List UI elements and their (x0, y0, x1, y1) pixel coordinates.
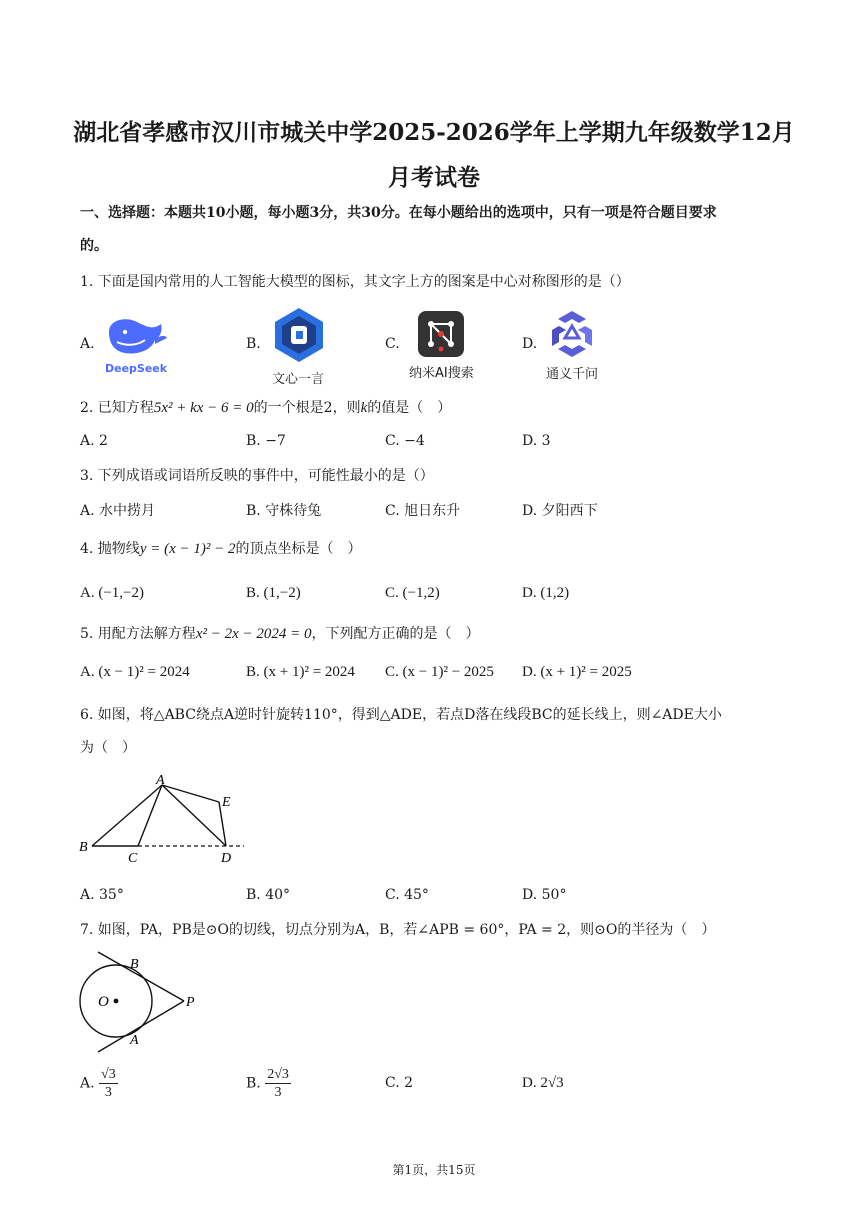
wenxin-logo-icon (272, 306, 326, 364)
q4-option-c: C. (−1,2) (385, 585, 440, 601)
q2-option-d: D. 3 (522, 433, 551, 449)
q5-option-a: A. (x − 1)² = 2024 (80, 664, 190, 680)
section-header: 一、选择题：本题共10小题，每小题3分，共30分。在每小题给出的选项中，只有一项是符合题目要求 (80, 205, 717, 221)
q2-stem-pre: 2. 已知方程 (80, 400, 154, 416)
q4-option-b: B. (1,−2) (246, 585, 301, 601)
q2-equation: 5x² + kx − 6 = 0 (153, 400, 254, 416)
q7-option-b-label: B. (246, 1075, 261, 1092)
q1-option-a-label: A. (80, 336, 95, 352)
q1-option-b-label: B. (246, 336, 261, 352)
q2-variable-k: k (360, 400, 368, 416)
q7-option-a-denominator: 3 (104, 1085, 112, 1100)
q3-option-a: A. 水中捞月 (80, 503, 156, 519)
q3-option-d: D. 夕阳西下 (522, 503, 598, 519)
q2-stem-mid: 的一个根是2，则 (253, 400, 361, 416)
q4-option-d: D. (1,2) (522, 585, 570, 601)
question-5-stem (80, 624, 480, 644)
question-3-stem: 3. 下列成语或词语所反映的事件中，可能性最小的是（） (80, 468, 434, 484)
question-7-stem: 7. 如图，PA，PB是⊙O的切线，切点分别为A，B，若∠APB = 60°，PA = 2，则⊙O的半径为（ ） (80, 922, 716, 938)
section-header-cont: 的。 (80, 238, 108, 254)
nami-ai-logo-icon (418, 311, 464, 357)
q7-option-a (80, 1066, 118, 1101)
q5-stem-post: ，下列配方正确的是（ ） (311, 626, 480, 642)
label-O: O (98, 994, 109, 1010)
label-A: A (156, 773, 165, 788)
q5-equation: x² − 2x − 2024 = 0 (195, 626, 312, 642)
tongyi-caption: 通义千问 (546, 367, 599, 382)
exam-title-line2: 月考试卷 (388, 164, 480, 191)
exam-title-line1: 湖北省孝感市汉川市城关中学2025-2026学年上学期九年级数学12月 (73, 119, 795, 146)
q4-stem-pre: 4. 抛物线 (80, 541, 140, 557)
q1-option-c-label: C. (385, 336, 400, 352)
q7-option-b (246, 1066, 291, 1101)
q7-option-b-fraction (265, 1066, 291, 1101)
page-footer: 第1页，共15页 (392, 1163, 476, 1177)
q6-option-d: D. 50° (522, 887, 567, 903)
q7-option-b-numerator: 2√3 (267, 1067, 289, 1082)
deepseek-whale-icon (103, 312, 171, 360)
q5-option-d: D. (x + 1)² = 2025 (522, 664, 632, 680)
label-P: P (186, 995, 195, 1010)
q7-option-c: C. 2 (385, 1075, 414, 1091)
q2-option-c: C. −4 (385, 433, 425, 449)
tongyi-logo-icon (546, 308, 598, 360)
q2-option-b: B. −7 (246, 433, 286, 449)
rotated-triangles-figure (76, 772, 256, 872)
question-1-stem: 1. 下面是国内常用的人工智能大模型的图标，其文字上方的图案是中心对称图形的是（） (80, 274, 630, 290)
nami-ai-caption: 纳米AI搜索 (409, 366, 474, 381)
q6-option-c: C. 45° (385, 887, 429, 903)
question-6-stem: 6. 如图，将△ABC绕点A逆时针旋转110°，得到△ADE，若点D落在线段BC的延长线上，则∠ADE大小 (80, 707, 722, 723)
label-A: A (130, 1033, 139, 1048)
q6-option-a: A. 35° (80, 887, 124, 903)
wenxin-caption: 文心一言 (272, 372, 325, 387)
q7-option-a-fraction (99, 1066, 118, 1101)
q5-option-b: B. (x + 1)² = 2024 (246, 664, 355, 680)
q4-option-a: A. (−1,−2) (80, 585, 144, 601)
q1-option-d-label: D. (522, 336, 538, 352)
q2-stem-post: 的值是（ ） (367, 400, 452, 416)
deepseek-caption: DeepSeek (105, 362, 168, 375)
q4-stem-post: 的顶点坐标是（ ） (235, 541, 362, 557)
question-4-stem (80, 539, 361, 559)
label-B: B (79, 840, 88, 855)
q6-option-b: B. 40° (246, 887, 291, 903)
q4-equation: y = (x − 1)² − 2 (139, 541, 236, 557)
question-6-stem-cont: 为（ ） (80, 740, 136, 756)
q3-option-c: C. 旭日东升 (385, 503, 461, 519)
label-C: C (128, 851, 138, 866)
circle-tangent-figure (76, 948, 206, 1058)
label-E: E (222, 795, 231, 810)
label-B: B (130, 957, 139, 972)
q7-option-b-denominator: 3 (274, 1085, 282, 1100)
question-2-stem (80, 398, 451, 418)
label-D: D (221, 851, 232, 866)
q5-option-c: C. (x − 1)² − 2025 (385, 664, 494, 680)
q2-option-a: A. 2 (80, 433, 108, 449)
q3-option-b: B. 守株待兔 (246, 503, 322, 519)
q7-option-a-label: A. (80, 1075, 95, 1092)
q7-option-d: D. 2√3 (522, 1075, 564, 1091)
q5-stem-pre: 5. 用配方法解方程 (80, 626, 196, 642)
q7-option-a-numerator: √3 (101, 1067, 116, 1082)
